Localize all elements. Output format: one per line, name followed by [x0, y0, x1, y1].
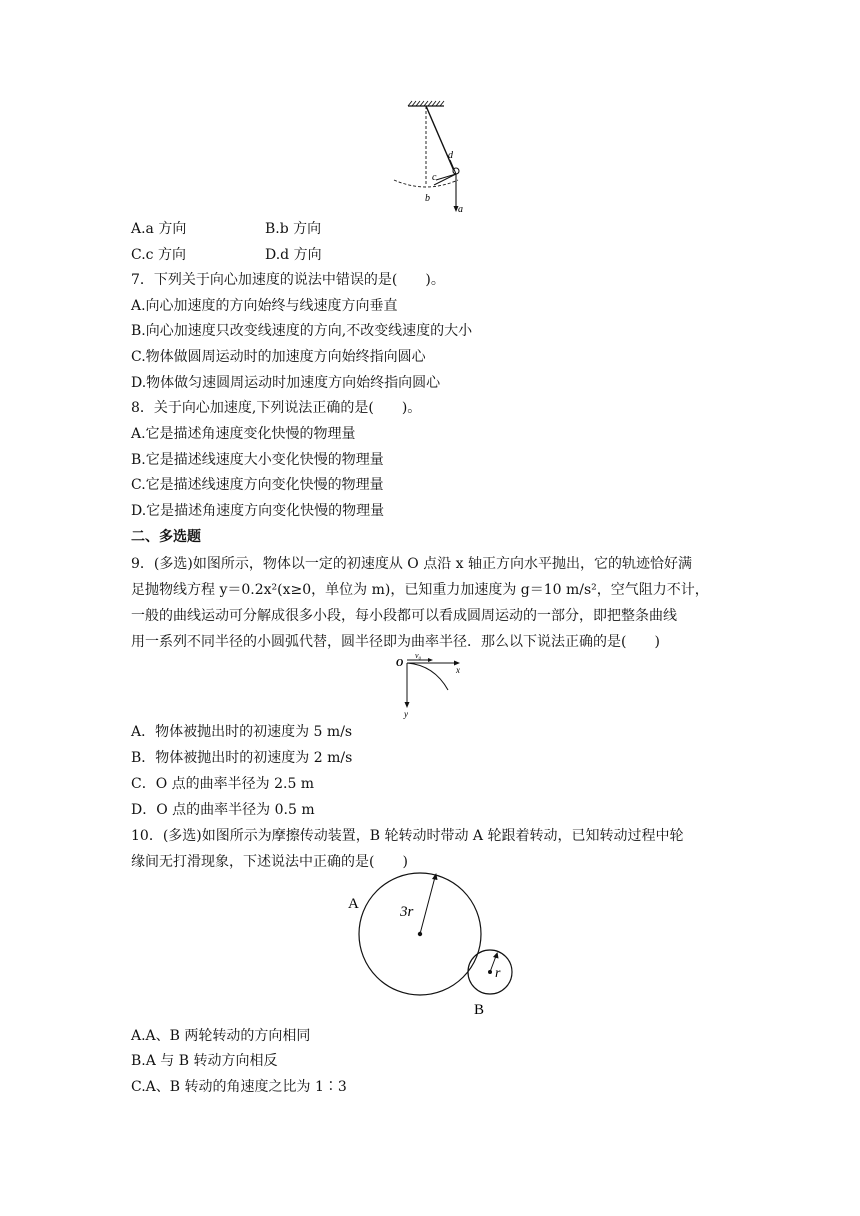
- y-axis-label: y: [404, 709, 408, 719]
- q9-stem-line-2: 足抛物线方程 y＝0.2x²(x≥0，单位为 m)，已知重力加速度为 g＝10 m/s²，空气阻力不计，: [131, 582, 709, 598]
- q8-option-a: A.它是描述角速度变化快慢的物理量: [131, 426, 356, 442]
- q10-option-a: A.A、B 两轮转动的方向相同: [131, 1028, 311, 1044]
- q9-option-c: C．O 点的曲率半径为 2.5 m: [131, 776, 315, 792]
- q10-stem-line-1: 10．(多选)如图所示为摩擦传动装置，B 轮转动时带动 A 轮跟着转动，已知转动过程中轮: [131, 828, 684, 844]
- pendulum-figure: [390, 98, 480, 216]
- wheel-a-radius-label: 3r: [400, 904, 414, 920]
- q9-stem-line-3: 一般的曲线运动可分解成很多小段，每小段都可以看成圆周运动的一部分，即把整条曲线: [131, 608, 677, 624]
- x-axis-label: x: [456, 665, 460, 675]
- q8-option-d: D.它是描述角速度方向变化快慢的物理量: [131, 503, 385, 519]
- q7-option-d: D.物体做匀速圆周运动时加速度方向始终指向圆心: [131, 375, 441, 391]
- q7-option-a: A.向心加速度的方向始终与线速度方向垂直: [131, 298, 398, 314]
- section-heading: 二、多选题: [131, 529, 201, 545]
- q9-stem-line-4: 用一系列不同半径的小圆弧代替，圆半径即为曲率半径．那么以下说法正确的是( ): [131, 634, 660, 650]
- q7-stem: 7．下列关于向心加速度的说法中错误的是( )。: [131, 272, 445, 288]
- q10-stem-line-2: 缘间无打滑现象，下述说法中正确的是( ): [131, 854, 408, 870]
- q7-option-c: C.物体做圆周运动时的加速度方向始终指向圆心: [131, 349, 426, 365]
- velocity-label: v₀: [415, 651, 422, 660]
- q6-option-a: A.a 方向: [131, 221, 187, 237]
- q8-stem: 8．关于向心加速度,下列说法正确的是( )。: [131, 400, 422, 416]
- label-c: c: [432, 172, 437, 183]
- wheel-b-radius-label: r: [495, 966, 501, 981]
- q10-option-c: C.A、B 转动的角速度之比为 1∶3: [131, 1079, 347, 1095]
- q6-option-b: B.b 方向: [265, 221, 322, 237]
- q8-option-b: B.它是描述线速度大小变化快慢的物理量: [131, 452, 384, 468]
- q10-option-b: B.A 与 B 转动方向相反: [131, 1053, 278, 1069]
- label-a: a: [458, 204, 463, 215]
- origin-label: O: [396, 658, 404, 669]
- q9-option-d: D．O 点的曲率半径为 0.5 m: [131, 802, 315, 818]
- projectile-figure: [392, 650, 472, 720]
- friction-drive-figure: [340, 868, 530, 1018]
- q7-option-b: B.向心加速度只改变线速度的方向,不改变线速度的大小: [131, 323, 473, 339]
- wheel-b-label: B: [474, 1002, 485, 1018]
- q6-option-d: D.d 方向: [265, 247, 322, 263]
- q9-option-a: A．物体被抛出时的初速度为 5 m/s: [131, 724, 353, 740]
- wheel-a-label: A: [348, 896, 359, 912]
- q9-stem-line-1: 9．(多选)如图所示，物体以一定的初速度从 O 点沿 x 轴正方向水平抛出，它的轨迹恰好满: [131, 556, 693, 572]
- q9-option-b: B．物体被抛出时的初速度为 2 m/s: [131, 750, 353, 766]
- q8-option-c: C.它是描述线速度方向变化快慢的物理量: [131, 477, 384, 493]
- q6-option-c: C.c 方向: [131, 247, 186, 263]
- label-d: d: [448, 150, 453, 161]
- label-b: b: [425, 193, 430, 204]
